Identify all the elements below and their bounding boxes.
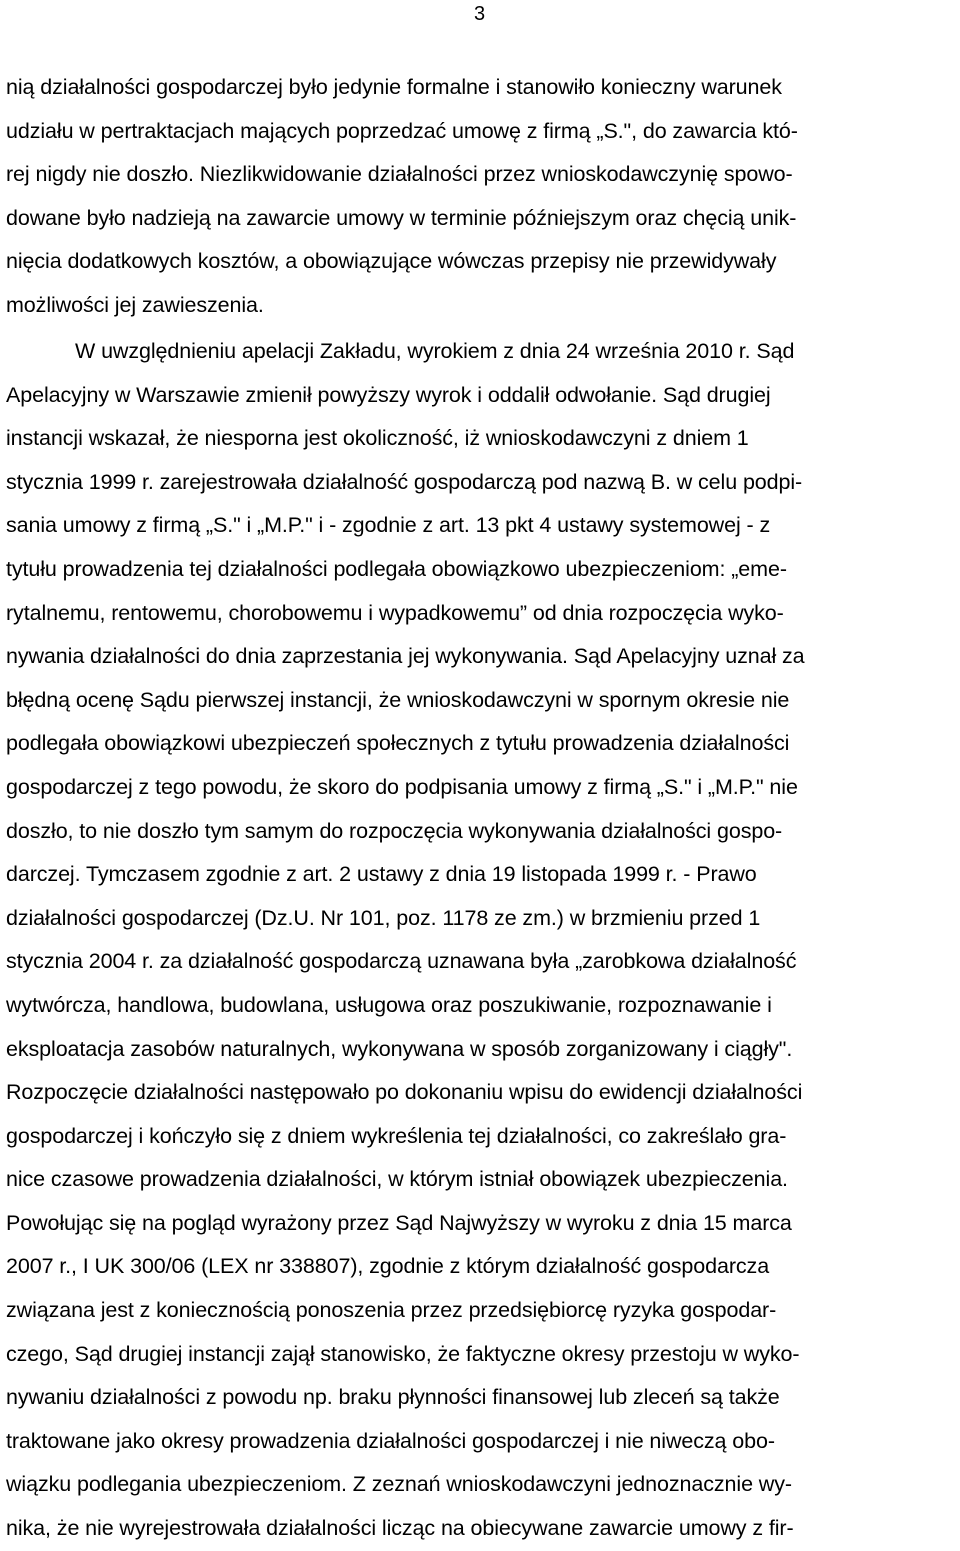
text-line: błędną ocenę Sądu pierwszej instancji, że wnioskodawczyni w spornym okresie nie bbox=[6, 687, 790, 712]
text-line: nika, że nie wyrejestrowała działalności licząc na obiecywane zawarcie umowy z fir- bbox=[6, 1516, 794, 1541]
text-line: 2007 r., I UK 300/06 (LEX nr 338807), zgodnie z którym działalność gospodarcza bbox=[6, 1254, 770, 1279]
text-line: gospodarczej i kończyło się z dniem wykreślenia tej działalności, co zakreślało gra- bbox=[6, 1123, 787, 1148]
text-line: rej nigdy nie doszło. Niezlikwidowanie działalności przez wnioskodawczynię spowo- bbox=[6, 162, 793, 187]
text-line: dowane było nadzieją na zawarcie umowy w terminie późniejszym oraz chęcią unik- bbox=[6, 205, 797, 230]
text-line: czego, Sąd drugiej instancji zajął stanowisko, że faktyczne okresy przestoju w wyko- bbox=[6, 1341, 800, 1366]
text-line: nią działalności gospodarczej było jedynie formalne i stanowiło konieczny warunek bbox=[6, 75, 782, 99]
text-line: gospodarczej z tego powodu, że skoro do podpisania umowy z firmą „S." i „M.P." nie bbox=[6, 774, 798, 799]
text-line: W uwzględnieniu apelacji Zakładu, wyrokiem z dnia 24 września 2010 r. Sąd bbox=[75, 339, 795, 363]
text-line: traktowane jako okresy prowadzenia działalności gospodarczej i nie niweczą obo- bbox=[6, 1428, 775, 1453]
text-line: udziału w pertraktacjach mających poprzedzać umowę z firmą „S.", do zawarcia któ- bbox=[6, 118, 798, 143]
text-line: nięcia dodatkowych kosztów, a obowiązujące wówczas przepisy nie przewidywały bbox=[6, 249, 777, 274]
text-line: stycznia 1999 r. zarejestrowała działalność gospodarczą pod nazwą B. w celu podpi- bbox=[6, 469, 803, 494]
text-line: eksploatacja zasobów naturalnych, wykonywana w sposób zorganizowany i ciągły". bbox=[6, 1036, 793, 1061]
text-line: podlegała obowiązkowi ubezpieczeń społecznych z tytułu prowadzenia działalności bbox=[6, 731, 790, 756]
text-line: doszło, to nie doszło tym samym do rozpoczęcia wykonywania działalności gospo- bbox=[6, 818, 783, 843]
text-line: Rozpoczęcie działalności następowało po dokonaniu wpisu do ewidencji działalności bbox=[6, 1080, 803, 1105]
text-line: rytalnemu, rentowemu, chorobowemu i wypadkowemu” od dnia rozpoczęcia wyko- bbox=[6, 600, 784, 625]
paragraph-continuation bbox=[6, 66, 956, 328]
text-line: możliwości jej zawieszenia. bbox=[6, 292, 264, 317]
text-line: nice czasowe prowadzenia działalności, w którym istniał obowiązek ubezpieczenia. bbox=[6, 1167, 788, 1192]
text-line: nywania działalności do dnia zaprzestania jej wykonywania. Sąd Apelacyjny uznał za bbox=[6, 644, 805, 669]
text-line: wytwórcza, handlowa, budowlana, usługowa oraz poszukiwanie, rozpoznawanie i bbox=[6, 992, 772, 1017]
text-line: stycznia 2004 r. za działalność gospodarczą uznawana była „zarobkowa działalność bbox=[6, 949, 797, 974]
text-line: sania umowy z firmą „S." i „M.P." i - zgodnie z art. 13 pkt 4 ustawy systemowej - z bbox=[6, 513, 771, 538]
text-line: Powołując się na pogląd wyrażony przez Sąd Najwyższy w wyroku z dnia 15 marca bbox=[6, 1210, 792, 1235]
text-line: związana jest z koniecznością ponoszenia przez przedsiębiorcę ryzyka gospodar- bbox=[6, 1298, 777, 1323]
paragraph-appeal-judgment bbox=[6, 330, 956, 1551]
text-line: Apelacyjny w Warszawie zmienił powyższy wyrok i oddalił odwołanie. Sąd drugiej bbox=[6, 382, 771, 407]
text-line: darczej. Tymczasem zgodnie z art. 2 ustawy z dnia 19 listopada 1999 r. - Prawo bbox=[6, 862, 757, 887]
text-line: działalności gospodarczej (Dz.U. Nr 101, poz. 1178 ze zm.) w brzmieniu przed 1 bbox=[6, 905, 761, 930]
text-line: nywaniu działalności z powodu np. braku płynności finansowej lub zleceń są także bbox=[6, 1385, 780, 1410]
text-line: wiązku podlegania ubezpieczeniom. Z zeznań wnioskodawczyni jednoznacznie wy- bbox=[6, 1472, 792, 1497]
text-line: instancji wskazał, że niesporna jest okoliczność, iż wnioskodawczyni z dniem 1 bbox=[6, 426, 749, 451]
text-line: tytułu prowadzenia tej działalności podlegała obowiązkowo ubezpieczeniom: „eme- bbox=[6, 556, 787, 581]
page-number: 3 bbox=[474, 3, 486, 25]
